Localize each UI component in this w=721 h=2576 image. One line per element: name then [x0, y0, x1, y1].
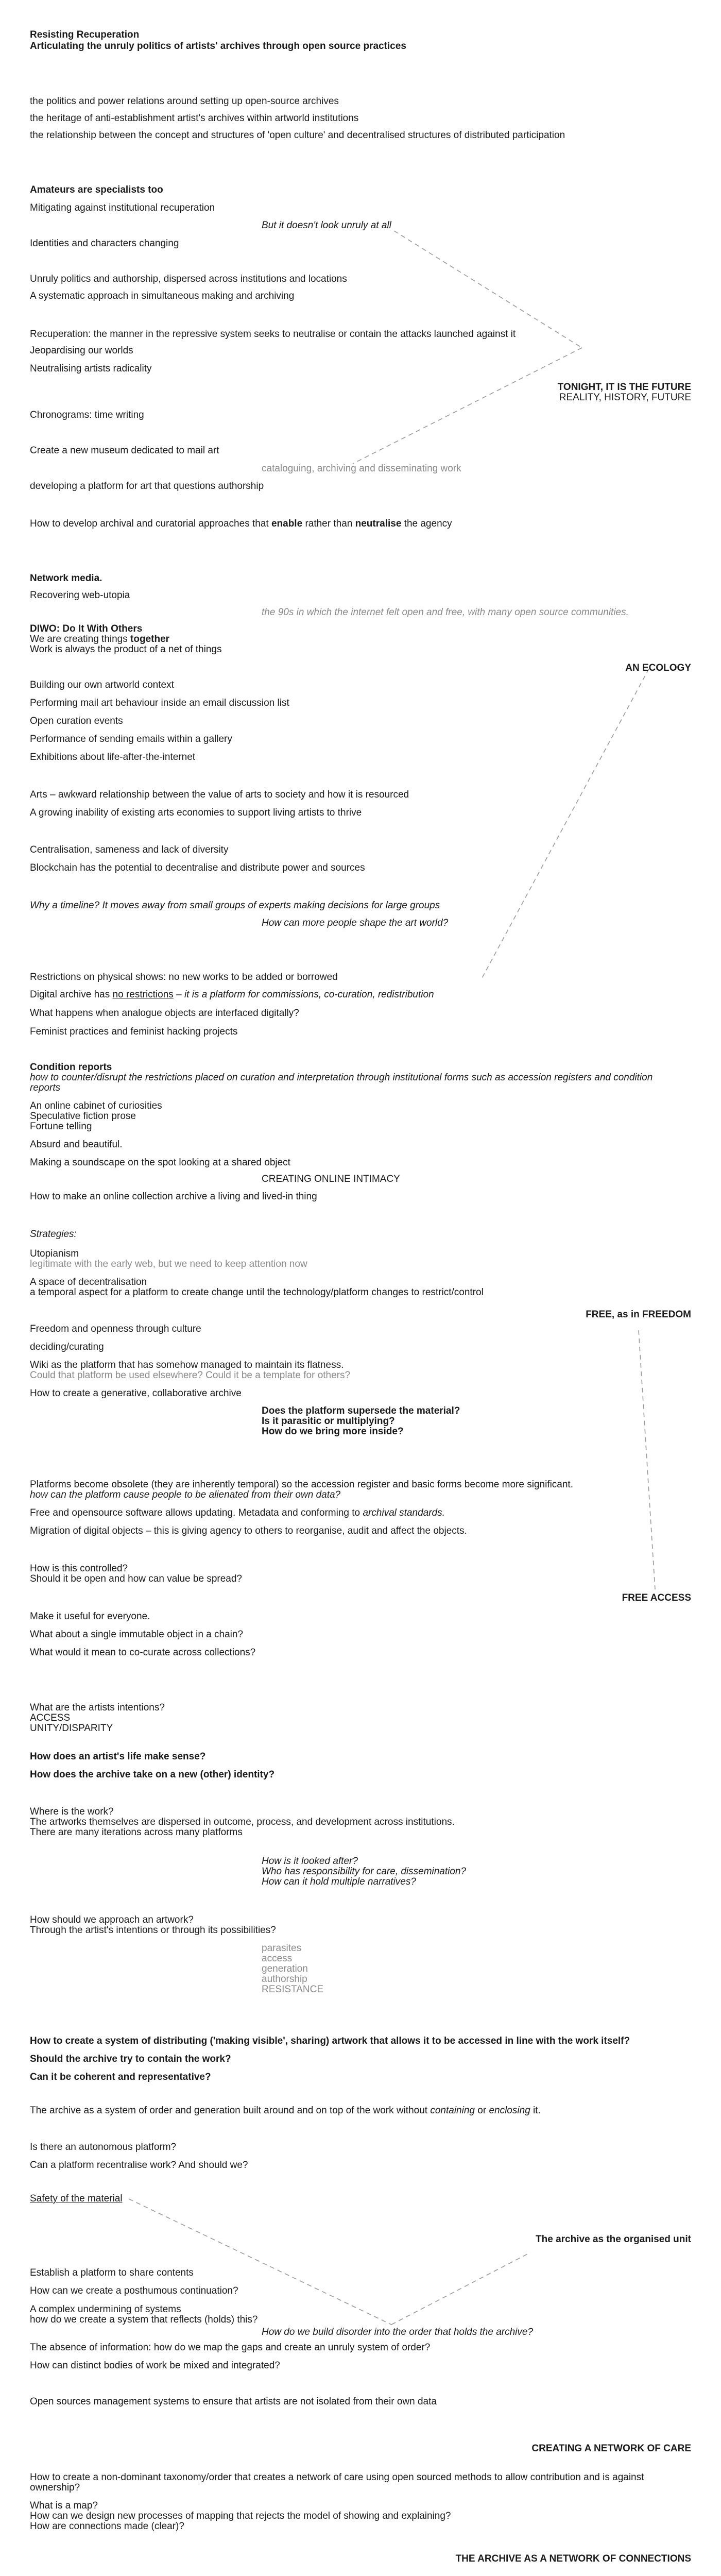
note: Feminist practices and feminist hacking projects: [30, 1026, 238, 1037]
note-muted: legitimate with the early web, but we need to keep attention now: [30, 1259, 307, 1269]
note: Open curation events: [30, 716, 123, 726]
node-label-intimacy: CREATING ONLINE INTIMACY: [262, 1174, 400, 1184]
note: Chronograms: time writing: [30, 410, 144, 420]
note: There are many iterations across many platforms: [30, 1827, 243, 1838]
note: Centralisation, sameness and lack of diversity: [30, 844, 229, 855]
note-bold: How does the archive take on a new (other) identity?: [30, 1769, 275, 1780]
section-heading-condition-reports: Condition reports: [30, 1062, 112, 1073]
node-label-ecology: AN ECOLOGY: [625, 663, 691, 673]
note: Can a platform recentralise work? And should we?: [30, 2160, 248, 2171]
note: How can we create a posthumous continuation?: [30, 2285, 238, 2296]
note: What happens when analogue objects are interfaced digitally?: [30, 1008, 299, 1019]
note: How can distinct bodies of work be mixed and integrated?: [30, 2360, 280, 2371]
list-item: RESISTANCE: [262, 1984, 324, 1995]
note: Making a soundscape on the spot looking at a shared object: [30, 1157, 290, 1168]
note: Neutralising artists radicality: [30, 363, 152, 374]
note: What about a single immutable object in a chain?: [30, 1629, 244, 1640]
note: developing a platform for art that questions authorship: [30, 481, 264, 492]
node-label-freedom: FREE, as in FREEDOM: [586, 1309, 691, 1320]
note-italic: how can the platform cause people to be alienated from their own data?: [30, 1489, 341, 1500]
note: deciding/curating: [30, 1342, 104, 1352]
note-bold: Should the archive try to contain the work?: [30, 2054, 231, 2064]
connector-90s-to-ecology: [482, 669, 649, 979]
note: Migration of digital objects – this is giving agency to others to reorganise, audit and affect the objects.: [30, 1526, 467, 1536]
note: How to make an online collection archive a living and lived-in thing: [30, 1191, 317, 1202]
note: Platforms become obsolete (they are inherently temporal) so the accession register and basic forms become more significant.: [30, 1479, 573, 1490]
node-label-organised-unit: The archive as the organised unit: [536, 2234, 691, 2245]
note: Wiki as the platform that has somehow managed to maintain its flatness.: [30, 1360, 344, 1370]
note: Establish a platform to share contents: [30, 2267, 194, 2278]
note: Where is the work?: [30, 1806, 114, 1817]
note-bold: Does the platform supersede the material?: [262, 1405, 460, 1416]
note: Arts – awkward relationship between the value of arts to society and how it is resourced: [30, 789, 409, 800]
node-label-future: TONIGHT, IT IS THE FUTURE: [557, 382, 691, 393]
note: Recuperation: the manner in the repressive system seeks to neutralise or contain the attacks launched against it: [30, 329, 516, 340]
note: A complex undermining of systems: [30, 2304, 181, 2315]
note-italic: But it doesn't look unruly at all: [262, 220, 391, 231]
note: Create a new museum dedicated to mail art: [30, 445, 219, 456]
note: Performing mail art behaviour inside an email discussion list: [30, 698, 289, 708]
note: Exhibitions about life-after-the-internet: [30, 752, 196, 762]
note: how do we create a system that reflects (holds) this?: [30, 2314, 258, 2325]
section-heading-network-media: Network media.: [30, 573, 102, 584]
note: Absurd and beautiful.: [30, 1139, 123, 1150]
connector-freedom-to-access: [639, 1330, 655, 1589]
note: Speculative fiction prose: [30, 1111, 136, 1122]
note: How to create a non-dominant taxonomy/order that creates a network of care using open sourced methods to allow contribution and is against: [30, 2472, 644, 2483]
note: Should it be open and how can value be spread?: [30, 1573, 242, 1584]
note: Is there an autonomous platform?: [30, 2142, 177, 2153]
note: What is a map?: [30, 2500, 98, 2511]
note: Mitigating against institutional recuperation: [30, 202, 215, 213]
list-item: access: [262, 1953, 293, 1964]
note: Digital archive has no restrictions – it is a platform for commissions, co-curation, redistribution: [30, 989, 434, 1000]
note: A growing inability of existing arts economies to support living artists to thrive: [30, 807, 362, 818]
note: Restrictions on physical shows: no new works to be added or borrowed: [30, 972, 338, 982]
note: Open sources management systems to ensure that artists are not isolated from their own data: [30, 2396, 437, 2407]
note: ACCESS: [30, 1713, 71, 1723]
note-bold: How does an artist's life make sense?: [30, 1751, 206, 1762]
note: Building our own artworld context: [30, 680, 174, 690]
section-heading-amateurs: Amateurs are specialists too: [30, 184, 163, 195]
note-italic: How do we build disorder into the order that holds the archive?: [262, 2327, 534, 2337]
note: Through the artist's intentions or through its possibilities?: [30, 1925, 276, 1936]
node-label-network-of-care: CREATING A NETWORK OF CARE: [531, 2443, 691, 2454]
document-title: Resisting Recuperation: [30, 29, 140, 40]
note-italic: How is it looked after?: [262, 1856, 358, 1867]
note: The archive as a system of order and generation built around and on top of the work without containing or enclosing it.: [30, 2105, 541, 2116]
note: Freedom and openness through culture: [30, 1324, 201, 1334]
note: Blockchain has the potential to decentralise and distribute power and sources: [30, 862, 365, 873]
note: ownership?: [30, 2482, 80, 2493]
connector-disorder-to-unit: [391, 2252, 530, 2325]
document-subtitle: Articulating the unruly politics of artists' archives through open source practices: [30, 41, 406, 52]
note: The absence of information: how do we map the gaps and create an unruly system of order?: [30, 2342, 431, 2353]
note: Why a timeline? It moves away from small groups of experts making decisions for large groups: [30, 900, 440, 911]
list-item: parasites: [262, 1943, 302, 1954]
note-muted: cataloguing, archiving and disseminating work: [262, 463, 461, 474]
note: How is this controlled?: [30, 1563, 128, 1574]
note: Jeopardising our worlds: [30, 345, 133, 356]
note: Fortune telling: [30, 1121, 92, 1132]
note-italic: how to counter/disrupt the restrictions placed on curation and interpretation through institutional forms such as accession registers and condition: [30, 1072, 653, 1083]
note: We are creating things together: [30, 634, 170, 645]
note: Utopianism: [30, 1248, 79, 1259]
intro-line: the politics and power relations around setting up open-source archives: [30, 96, 339, 107]
intro-line: the relationship between the concept and structures of 'open culture' and decentralised structures of distributed participation: [30, 130, 565, 141]
note: Performance of sending emails within a gallery: [30, 734, 232, 744]
node-label-reality: REALITY, HISTORY, FUTURE: [559, 392, 691, 403]
note: The artworks themselves are dispersed in outcome, process, and development across institutions.: [30, 1817, 455, 1827]
note: What would it mean to co-curate across collections?: [30, 1647, 256, 1658]
note-bold: How do we bring more inside?: [262, 1426, 404, 1437]
section-heading-strategies: Strategies:: [30, 1229, 77, 1240]
note: How are connections made (clear)?: [30, 2521, 184, 2532]
note: A space of decentralisation: [30, 1277, 147, 1287]
note: How to create a generative, collaborative archive: [30, 1388, 242, 1399]
note-italic: How can it hold multiple narratives?: [262, 1876, 416, 1887]
note-underlined: Safety of the material: [30, 2193, 123, 2204]
note: Recovering web-utopia: [30, 590, 130, 601]
note-italic: reports: [30, 1082, 61, 1093]
note: How should we approach an artwork?: [30, 1914, 194, 1925]
list-item: authorship: [262, 1974, 307, 1985]
connector-future-to-cataloguing: [353, 348, 582, 464]
note: A systematic approach in simultaneous making and archiving: [30, 291, 295, 301]
note: Unruly politics and authorship, dispersed across institutions and locations: [30, 274, 347, 284]
note-muted: Could that platform be used elsewhere? Could it be a template for others?: [30, 1370, 351, 1381]
note-italic: Who has responsibility for care, dissemination?: [262, 1866, 467, 1877]
note-bold: How to create a system of distributing ('making visible', sharing) artwork that allows it to be accessed in line with the work itself?: [30, 2036, 630, 2046]
note-bold: Can it be coherent and representative?: [30, 2072, 211, 2082]
subheading-diwo: DIWO: Do It With Others: [30, 623, 143, 634]
intro-line: the heritage of anti-establishment artist's archives within artworld institutions: [30, 113, 359, 124]
note: UNITY/DISPARITY: [30, 1723, 113, 1734]
note: Work is always the product of a net of things: [30, 644, 222, 655]
list-item: generation: [262, 1963, 308, 1974]
note: a temporal aspect for a platform to create change until the technology/platform changes to restrict/control: [30, 1287, 484, 1298]
note: How to develop archival and curatorial approaches that enable rather than neutralise the agency: [30, 518, 452, 529]
note-italic: How can more people shape the art world?: [262, 918, 449, 928]
node-label-network-of-connections: THE ARCHIVE AS A NETWORK OF CONNECTIONS: [455, 2553, 691, 2564]
note: What are the artists intentions?: [30, 1702, 165, 1713]
note: How can we design new processes of mapping that rejects the model of showing and explaining?: [30, 2511, 451, 2521]
node-label-access: FREE ACCESS: [622, 1592, 691, 1603]
note: An online cabinet of curiosities: [30, 1100, 162, 1111]
note: Make it useful for everyone.: [30, 1611, 150, 1622]
note-muted: the 90s in which the internet felt open and free, with many open source communities.: [262, 607, 629, 618]
note: Free and opensource software allows updating. Metadata and conforming to archival standards.: [30, 1507, 445, 1518]
note: Identities and characters changing: [30, 238, 179, 249]
note-bold: Is it parasitic or multiplying?: [262, 1416, 395, 1427]
